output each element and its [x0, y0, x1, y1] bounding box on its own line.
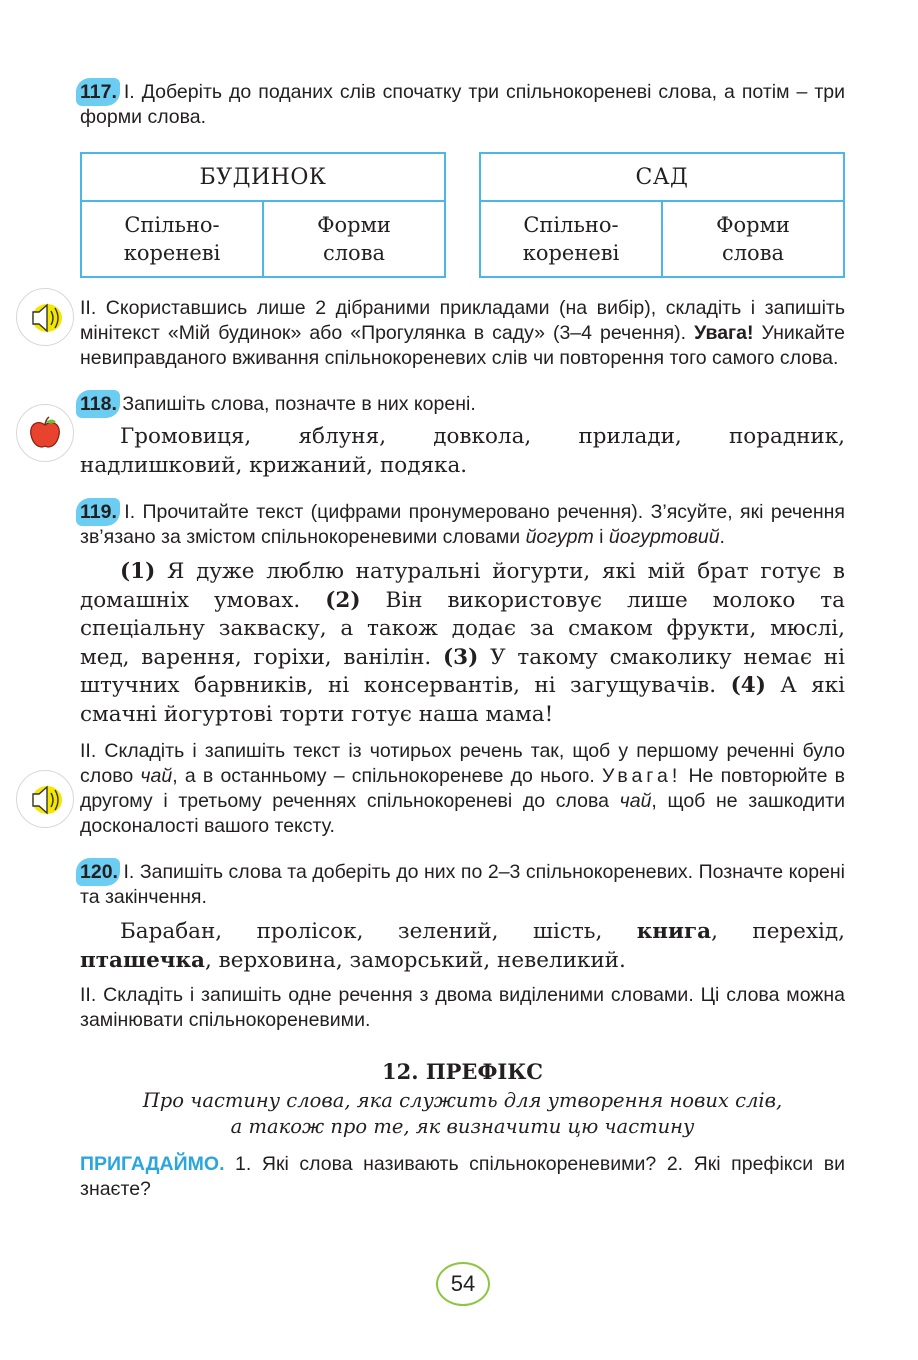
exercise-117-task-1	[80, 80, 845, 130]
table-header: САД	[480, 153, 844, 201]
exercise-number: 120.	[80, 861, 118, 883]
exercise-120-task-1: 120. І. Запишіть слова та доберіть до них по 2–3 спільнокореневих. Позначте корені та закінчення.	[80, 861, 845, 908]
column-cognates: Спільно- кореневі	[81, 201, 263, 277]
column-word-forms: Форми слова	[263, 201, 445, 277]
section-subtitle: Про частину слова, яка служить для утворення нових слів, а також про те, як визначити цю частину	[142, 1089, 783, 1138]
remember-block: ПРИГАДАЙМО. 1. Які слова називають спільнокореневими? 2. Які префікси ви знаєте?	[80, 1153, 845, 1200]
table-sad	[479, 152, 845, 278]
exercise-119-text: (1) Я дуже люблю натуральні йогурти, які мій брат готує в домашніх умовах. (2) Він використовує лише молоко та спеціальну закваску, а також додає за смаком фрукти, мюслі, мед, варення, горіхи, ванілін. (3) У такому смаколику немає ні штучних барвників, ні консервантів, ні загущувачів. (4) А які смачні йогуртові торти готує наша мама!	[80, 559, 845, 727]
table-budynok	[80, 152, 446, 278]
exercise-117-task-2: ІІ. Скориставшись лише 2 дібраними прикладами (на вибір), складіть і запишіть мінітекст «Мій будинок» або «Прогулянка в саду» (3–4 речення). Увага! Уникайте невиправданого вживання спільнокореневих слів чи повторення того самого слова.	[80, 297, 845, 369]
task-text: І. Доберіть до поданих слів спочатку три спільнокореневі слова, а потім – три форми слова.	[80, 81, 845, 128]
exercise-number: 118.	[80, 393, 117, 415]
speaker-icon[interactable]	[16, 770, 74, 828]
table-header: БУДИНОК	[81, 153, 445, 201]
exercise-119-task-1: 119. І. Прочитайте текст (цифрами пронумеровано речення). З’ясуйте, які речення зв’язано за змістом спільнокореневими словами йогурт і йогуртовий.	[80, 501, 845, 548]
word-tables	[80, 152, 845, 278]
speaker-icon[interactable]	[16, 288, 74, 346]
exercise-number: 119.	[80, 501, 117, 523]
apple-icon	[16, 404, 74, 462]
exercise-118-task: 118. Запишіть слова, позначте в них корені.	[80, 393, 476, 415]
page-content	[80, 80, 845, 1202]
exercise-number: 117.	[80, 81, 117, 103]
column-word-forms: Форми слова	[662, 201, 844, 277]
exercise-118-words: Громовиця, яблуня, довкола, прилади, порадник, надлишковий, крижаний, подяка.	[80, 424, 845, 478]
exercise-120-words: Барабан, пролісок, зелений, шість, книга, перехід, пташечка, верховина, заморський, невеликий.	[80, 919, 845, 973]
exercise-119-task-2: ІІ. Складіть і запишіть текст із чотирьох речень так, щоб у першому реченні було слово чай, а в останньому – спільнокореневе до нього. Увага! Не повторюйте в другому і третьому реченнях спільнокореневі до слова чай, щоб не зашкодити досконалості вашого тексту.	[80, 740, 845, 837]
remember-label: ПРИГАДАЙМО.	[80, 1153, 225, 1175]
page-number: 54	[436, 1262, 490, 1306]
exercise-120-task-2: ІІ. Складіть і запишіть одне речення з двома виділеними словами. Ці слова можна замінювати спільнокореневими.	[80, 984, 845, 1031]
section-title: 12. ПРЕФІКС	[381, 1059, 544, 1084]
column-cognates: Спільно- кореневі	[480, 201, 662, 277]
